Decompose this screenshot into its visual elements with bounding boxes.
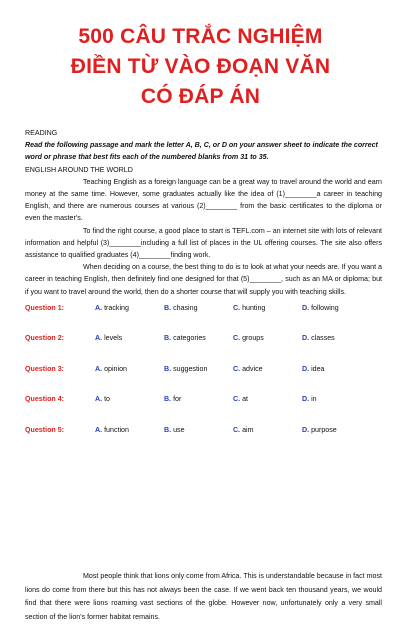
second-passage: Most people think that lions only come from Africa. This is understandable because in fact most lions do come from there but this has not always been the case. If we went back ten thousand years, we would find that there were lions roaming vast sections of the globe. However now, unfortunately only a very small section of the lion's former habitat remains. — [25, 572, 382, 621]
option-letter: B. — [164, 395, 172, 404]
option-text: suggestion — [173, 364, 208, 373]
option-c[interactable] — [233, 363, 302, 375]
option-d[interactable] — [302, 332, 371, 344]
option-letter: C. — [233, 364, 241, 373]
option-letter: D. — [302, 425, 310, 434]
option-text: classes — [311, 334, 335, 343]
option-letter: D. — [302, 334, 310, 343]
option-text: to — [104, 395, 110, 404]
option-b[interactable] — [164, 424, 233, 436]
option-text: categories — [173, 334, 206, 343]
option-text: at — [242, 395, 248, 404]
option-letter: A. — [95, 425, 103, 434]
option-text: following — [311, 303, 339, 312]
option-b[interactable] — [164, 393, 233, 405]
option-text: for — [173, 395, 182, 404]
option-letter: C. — [233, 334, 241, 343]
questions-list — [25, 302, 382, 455]
option-text: chasing — [173, 303, 198, 312]
option-text: aim — [242, 425, 254, 434]
option-letter: D. — [302, 395, 310, 404]
option-text: hunting — [242, 303, 266, 312]
option-d[interactable] — [302, 424, 371, 436]
question-label: Question 2: — [25, 334, 65, 343]
option-letter: B. — [164, 425, 172, 434]
option-a[interactable] — [95, 393, 164, 405]
option-b[interactable] — [164, 363, 233, 375]
option-text: groups — [242, 334, 264, 343]
option-c[interactable] — [233, 393, 302, 405]
option-letter: B. — [164, 303, 172, 312]
option-text: levels — [104, 334, 123, 343]
option-letter: A. — [95, 334, 103, 343]
question-label: Question 5: — [25, 425, 65, 434]
section-label: READING — [25, 129, 58, 137]
option-b[interactable] — [164, 332, 233, 344]
option-text: tracking — [104, 303, 129, 312]
option-b[interactable] — [164, 302, 233, 314]
title-line-3: CÓ ĐÁP ÁN — [140, 85, 261, 108]
option-letter: D. — [302, 303, 310, 312]
option-d[interactable] — [302, 302, 371, 314]
option-letter: A. — [95, 303, 103, 312]
option-text: in — [311, 395, 317, 404]
question-label: Question 1: — [25, 303, 65, 312]
option-letter: C. — [233, 303, 241, 312]
question-label: Question 3: — [25, 364, 65, 373]
option-text: opinion — [104, 364, 127, 373]
option-text: function — [104, 425, 129, 434]
question-row — [25, 424, 382, 455]
title-line-2: ĐIỀN TỪ VÀO ĐOẠN VĂN — [70, 55, 331, 78]
option-a[interactable] — [95, 363, 164, 375]
option-text: use — [173, 425, 185, 434]
option-d[interactable] — [302, 363, 371, 375]
option-letter: C. — [233, 425, 241, 434]
option-d[interactable] — [302, 393, 371, 405]
question-row — [25, 363, 382, 394]
option-a[interactable] — [95, 424, 164, 436]
option-letter: C. — [233, 395, 241, 404]
title-line-1: 500 CÂU TRẮC NGHIỆM — [78, 25, 323, 48]
question-row — [25, 302, 382, 333]
option-letter: B. — [164, 364, 172, 373]
option-text: advice — [242, 364, 263, 373]
option-c[interactable] — [233, 302, 302, 314]
option-letter: D. — [302, 364, 310, 373]
option-text: idea — [311, 364, 325, 373]
paragraph-2: To find the right course, a good place to start is TEFL.com – an internet site with lots of relevant information and helpful (3)________including a full list of places in the UL offering courses. The site also offers assistance to qualified graduates (4)________finding work. — [25, 226, 382, 260]
instruction-text: Read the following passage and mark the letter A, B, C, or D on your answer sheet to indicate the correct word or phrase that best fits each of the numbered blanks from 31 to 35. — [25, 141, 378, 162]
option-letter: A. — [95, 364, 103, 373]
document-title — [0, 0, 401, 112]
option-letter: A. — [95, 395, 103, 404]
question-label: Question 4: — [25, 395, 65, 404]
reading-section — [25, 127, 382, 454]
question-row — [25, 393, 382, 424]
paragraph-3: When deciding on a course, the best thing to do is to look at what your needs are. If you want a career in teaching English, then definitely find one designed for that (5)________, such as an MA or diploma; but if you want to travel around the world, then do a shorter course that will supply you with teaching skills. — [25, 263, 382, 296]
passage-title: ENGLISH AROUND THE WORLD — [25, 165, 133, 174]
option-a[interactable] — [95, 302, 164, 314]
paragraph-1: Teaching English as a foreign language can be a great way to travel around the world and earn money at the same time. However, some graduates actually like the idea of (1)________a career in teaching English, and there are numerous courses at various (2)________ from the basic certificates to the diploma or even the master's. — [25, 177, 382, 223]
question-row — [25, 332, 382, 363]
option-c[interactable] — [233, 332, 302, 344]
option-a[interactable] — [95, 332, 164, 344]
option-text: purpose — [311, 425, 337, 434]
option-letter: B. — [164, 334, 172, 343]
option-c[interactable] — [233, 424, 302, 436]
